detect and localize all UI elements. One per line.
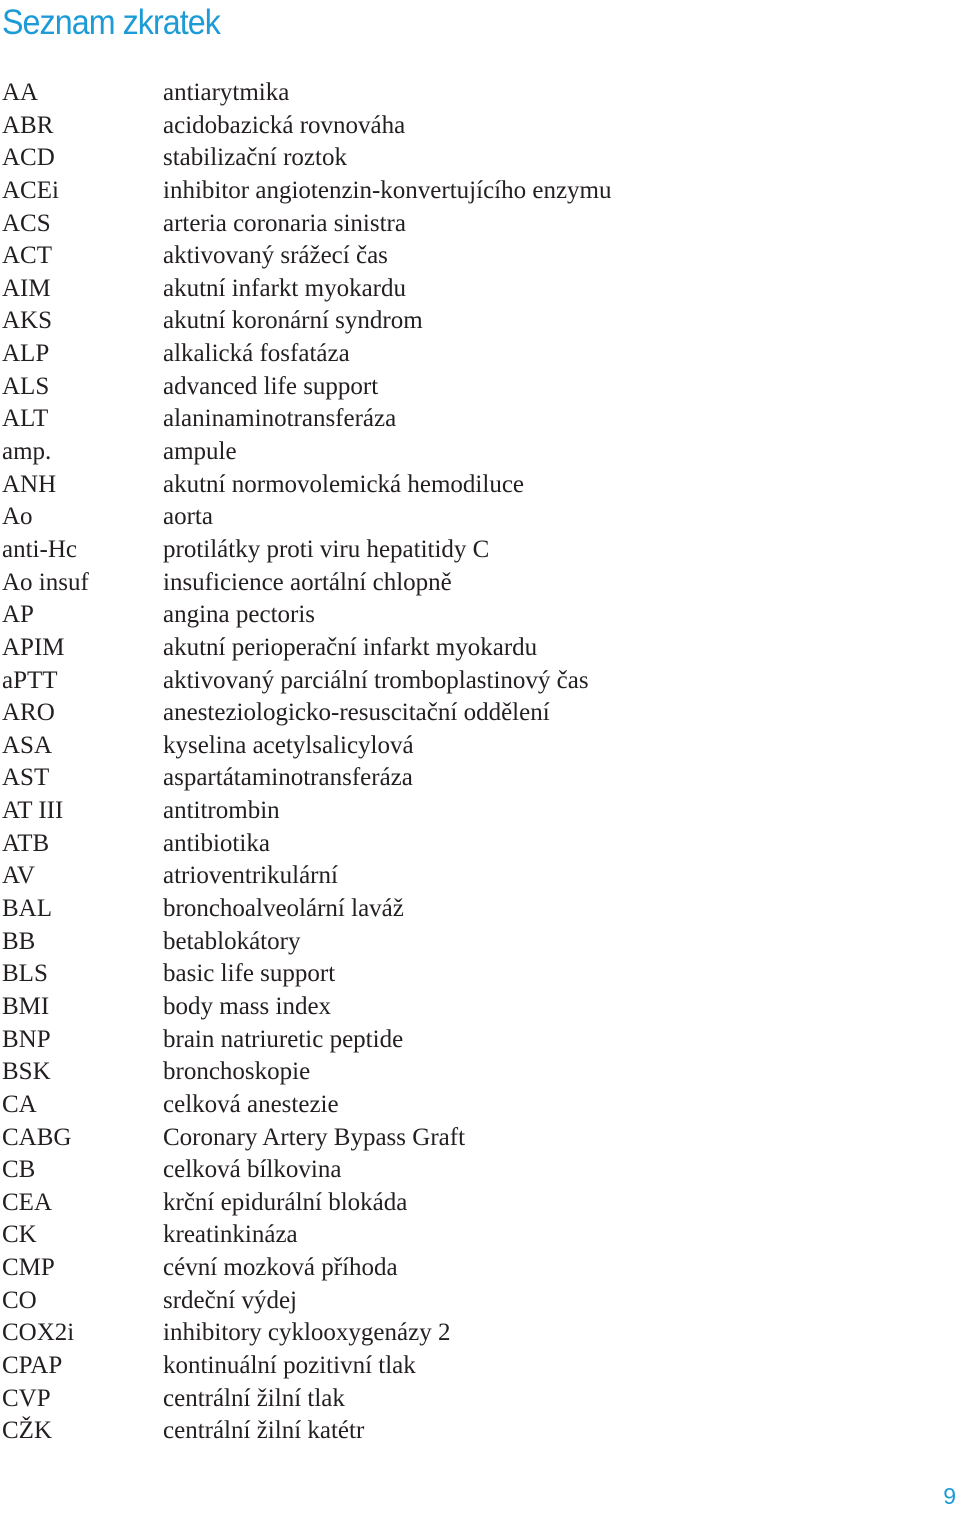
abbreviation-row	[2, 991, 942, 1024]
abbreviation-row	[2, 1122, 942, 1155]
abbreviation-meaning: arteria coronaria sinistra	[163, 209, 406, 237]
abbreviation-meaning: insuficience aortální chlopně	[163, 568, 452, 596]
abbreviation-meaning: celková bílkovina	[163, 1156, 342, 1184]
abbreviation-row	[2, 501, 942, 534]
abbreviation-row	[2, 697, 942, 730]
abbreviation-row	[2, 632, 942, 665]
abbreviation-term: AT III	[2, 797, 64, 825]
abbreviation-term: ARO	[2, 699, 55, 727]
abbreviation-row	[2, 403, 942, 436]
abbreviation-meaning: brain natriuretic peptide	[163, 1025, 404, 1053]
abbreviation-term: BNP	[2, 1025, 51, 1053]
abbreviation-row	[2, 1024, 942, 1057]
abbreviation-row	[2, 371, 942, 404]
abbreviation-meaning: akutní perioperační infarkt myokardu	[163, 633, 538, 661]
abbreviation-meaning: Coronary Artery Bypass Graft	[163, 1123, 466, 1151]
abbreviation-term: ASA	[2, 731, 53, 759]
abbreviation-term: AA	[2, 79, 39, 106]
abbreviation-meaning: body mass index	[163, 992, 332, 1020]
abbreviation-meaning: akutní infarkt myokardu	[163, 274, 406, 302]
abbreviation-meaning: centrální žilní katétr	[163, 1417, 365, 1445]
abbreviation-row	[2, 1383, 942, 1416]
abbreviation-meaning: akutní normovolemická hemodiluce	[163, 470, 525, 498]
abbreviation-term: CK	[2, 1221, 37, 1249]
abbreviation-term: COX2i	[2, 1319, 75, 1347]
abbreviation-term: BLS	[2, 960, 48, 988]
abbreviation-term: ACD	[2, 144, 55, 172]
abbreviation-term: ACS	[2, 209, 51, 237]
abbreviation-row	[2, 1056, 942, 1089]
abbreviation-row	[2, 208, 942, 241]
abbreviation-meaning: centrální žilní tlak	[163, 1384, 345, 1412]
abbreviation-term: aPTT	[2, 666, 58, 694]
abbreviation-term: Ao	[2, 503, 33, 531]
abbreviation-meaning: acidobazická rovnováha	[163, 111, 406, 139]
abbreviation-meaning: stabilizační roztok	[163, 144, 347, 172]
abbreviation-row	[2, 469, 942, 502]
abbreviation-row	[2, 77, 942, 110]
abbreviation-meaning: kyselina acetylsalicylová	[163, 731, 414, 759]
abbreviation-row	[2, 175, 942, 208]
abbreviation-meaning: aktivovaný parciální tromboplastinový čas	[163, 666, 589, 694]
abbreviation-row	[2, 926, 942, 959]
abbreviation-row	[2, 240, 942, 273]
abbreviation-list	[2, 77, 942, 1448]
abbreviation-meaning: akutní koronární syndrom	[163, 307, 423, 335]
abbreviation-meaning: srdeční výdej	[163, 1286, 297, 1314]
abbreviation-term: BSK	[2, 1058, 51, 1086]
abbreviation-term: BMI	[2, 992, 50, 1020]
abbreviation-row	[2, 338, 942, 371]
abbreviation-term: AKS	[2, 307, 53, 335]
abbreviation-row	[2, 436, 942, 469]
abbreviation-term: CA	[2, 1090, 37, 1118]
abbreviation-term: CMP	[2, 1254, 55, 1282]
abbreviation-meaning: protilátky proti viru hepatitidy C	[163, 535, 490, 563]
abbreviation-term: CVP	[2, 1384, 51, 1412]
abbreviation-meaning: bronchoalveolární laváž	[163, 895, 404, 923]
abbreviation-term: Ao insuf	[2, 568, 89, 596]
abbreviation-row	[2, 1350, 942, 1383]
abbreviation-meaning: antitrombin	[163, 797, 280, 825]
abbreviation-row	[2, 567, 942, 600]
abbreviation-meaning: antiarytmika	[163, 79, 290, 106]
abbreviation-row	[2, 1089, 942, 1122]
abbreviation-meaning: basic life support	[163, 960, 336, 988]
abbreviation-row	[2, 110, 942, 143]
abbreviation-term: AV	[2, 862, 35, 890]
abbreviation-meaning: alaninaminotransferáza	[163, 405, 397, 433]
abbreviation-meaning: atrioventrikulární	[163, 862, 338, 890]
abbreviation-term: CŽK	[2, 1417, 52, 1445]
abbreviation-row	[2, 1187, 942, 1220]
abbreviation-term: BAL	[2, 895, 52, 923]
abbreviation-term: ALT	[2, 405, 49, 433]
abbreviation-row	[2, 1252, 942, 1285]
abbreviation-meaning: inhibitory cyklooxygenázy 2	[163, 1319, 451, 1347]
abbreviation-row	[2, 273, 942, 306]
abbreviation-row	[2, 958, 942, 991]
abbreviation-meaning: anesteziologicko-resuscitační oddělení	[163, 699, 550, 727]
abbreviation-term: AIM	[2, 274, 51, 302]
abbreviation-meaning: ampule	[163, 438, 237, 466]
abbreviation-term: amp.	[2, 438, 52, 466]
page-number: 9	[943, 1483, 956, 1509]
abbreviation-meaning: aorta	[163, 503, 213, 531]
abbreviation-meaning: cévní mozková příhoda	[163, 1254, 398, 1282]
abbreviation-row	[2, 665, 942, 698]
abbreviation-row	[2, 305, 942, 338]
abbreviation-term: anti-Hc	[2, 535, 77, 563]
abbreviation-meaning: advanced life support	[163, 372, 379, 400]
abbreviation-meaning: aktivovaný srážecí čas	[163, 242, 388, 270]
abbreviation-row	[2, 828, 942, 861]
abbreviation-term: CO	[2, 1286, 37, 1314]
abbreviation-term: AP	[2, 601, 34, 629]
abbreviation-meaning: krční epidurální blokáda	[163, 1188, 408, 1216]
abbreviation-row	[2, 142, 942, 175]
abbreviation-meaning: celková anestezie	[163, 1090, 339, 1118]
abbreviation-term: ABR	[2, 111, 54, 139]
abbreviation-row	[2, 599, 942, 632]
abbreviation-row	[2, 1285, 942, 1318]
abbreviation-term: CB	[2, 1156, 36, 1184]
abbreviation-term: ACT	[2, 242, 52, 270]
abbreviation-term: ANH	[2, 470, 57, 498]
abbreviation-row	[2, 795, 942, 828]
abbreviation-meaning: betablokátory	[163, 927, 301, 955]
abbreviation-meaning: alkalická fosfatáza	[163, 340, 350, 368]
abbreviation-meaning: aspartátaminotransferáza	[163, 764, 413, 792]
abbreviation-row	[2, 1415, 942, 1448]
abbreviation-row	[2, 1219, 942, 1252]
abbreviation-term: APIM	[2, 633, 65, 661]
abbreviation-term: ATB	[2, 829, 50, 857]
abbreviation-meaning: inhibitor angiotenzin-konvertujícího enzymu	[163, 176, 612, 204]
abbreviation-meaning: angina pectoris	[163, 601, 316, 629]
abbreviation-term: ALS	[2, 372, 50, 400]
abbreviation-term: CEA	[2, 1188, 52, 1216]
abbreviation-row	[2, 1154, 942, 1187]
abbreviation-row	[2, 1317, 942, 1350]
abbreviation-term: ALP	[2, 340, 50, 368]
abbreviation-term: AST	[2, 764, 50, 792]
abbreviation-row	[2, 860, 942, 893]
abbreviation-term: CPAP	[2, 1351, 63, 1379]
abbreviation-row	[2, 762, 942, 795]
abbreviation-term: BB	[2, 927, 36, 955]
page-title: Seznam zkratek	[2, 3, 220, 42]
abbreviation-term: CABG	[2, 1123, 72, 1151]
abbreviation-meaning: antibiotika	[163, 829, 270, 857]
abbreviation-row	[2, 893, 942, 926]
abbreviation-row	[2, 730, 942, 763]
abbreviation-meaning: bronchoskopie	[163, 1058, 311, 1086]
abbreviation-term: ACEi	[2, 176, 59, 204]
abbreviation-row	[2, 534, 942, 567]
abbreviation-meaning: kreatinkináza	[163, 1221, 298, 1249]
abbreviation-meaning: kontinuální pozitivní tlak	[163, 1351, 416, 1379]
